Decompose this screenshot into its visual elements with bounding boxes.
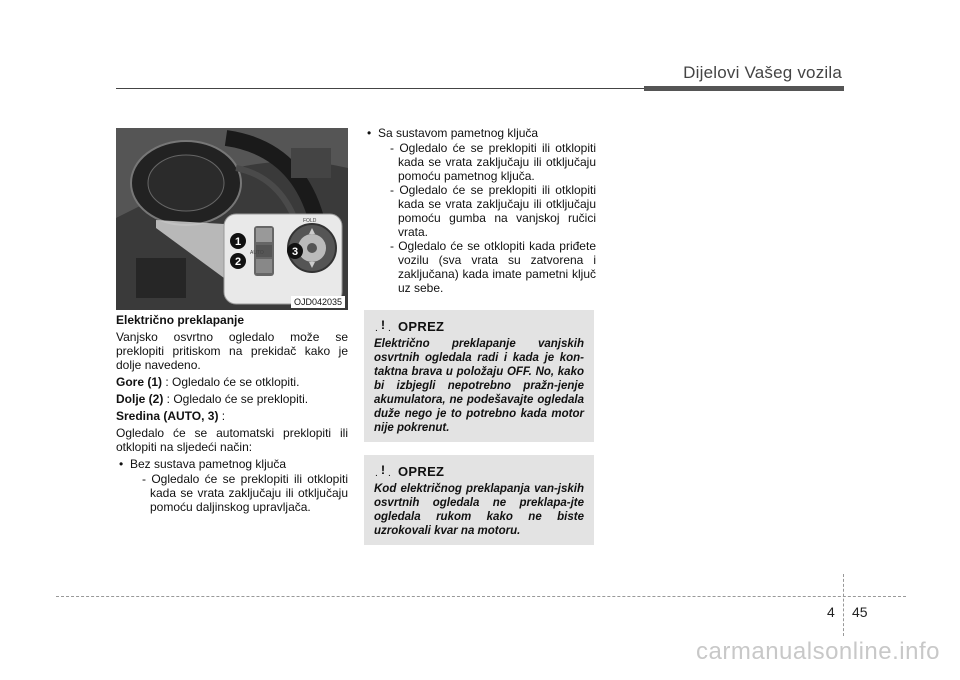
figure-code: OJD042035 <box>291 296 345 308</box>
right-column <box>364 126 596 295</box>
sredina-label: Sredina (AUTO, 3) <box>116 409 219 423</box>
svg-text:.: . <box>388 323 391 334</box>
warning-icon <box>374 318 394 334</box>
bullet-without-smart-key: • Bez sustava pametnog ključa <box>116 457 348 471</box>
bullet2-sub2: - Ogledalo će se preklopiti ili otklopiti kada se vrata zaključaju ili otključaju pomoću gumba na vanjskoj ručici vrata. <box>390 183 596 239</box>
bullet1-sub1: - Ogledalo će se preklopiti ili otklopiti kada se vrata zaključaju ili otključaju pomoću daljinskog upravljača. <box>142 472 348 514</box>
dashboard-illustration <box>116 128 348 310</box>
caution-header-2 <box>374 463 584 479</box>
auto-switch-label: AUTO <box>250 250 264 256</box>
footer-divider <box>843 574 844 636</box>
callout-2: 2 <box>234 256 242 268</box>
sredina-text: : <box>218 409 226 423</box>
bullet-with-smart-key: • Sa sustavom pametnog ključa <box>364 126 596 140</box>
bullet2-sub3: - Ogledalo će se otklopiti kada priđete vozilu (sva vrata su zatvorena i zaključana) kada imate pametni ključ uz sebe. <box>390 239 596 295</box>
gore-text: : Ogledalo će se otklopiti. <box>162 375 300 389</box>
svg-text:.: . <box>375 323 378 334</box>
intro-paragraph: Vanjsko osvrtno ogledalo može se preklopiti pritiskom na prekidač kako je dolje navedeno. <box>116 330 348 372</box>
page-number: 45 <box>852 604 868 620</box>
mirror-switch-photo <box>116 128 348 310</box>
watermark: carmanualsonline.info <box>696 638 940 665</box>
footer-rule <box>56 596 906 597</box>
callout-1: 1 <box>234 236 242 248</box>
caution-box-2 <box>364 455 594 545</box>
header-rule <box>116 88 644 89</box>
sredina-line <box>116 409 348 423</box>
left-column <box>116 313 348 514</box>
svg-text:.: . <box>375 468 378 479</box>
caution-text-1: Električno preklapanje vanjskih osvrtnih ogledala radi i kada je kon-taktna brava u položaju OFF. No, kako bi izbjegli nepotrebno pražn-jenje akumulatora, ne podešavajte ogledala duže nego je to potrebno kada motor nije pokrenut. <box>374 338 584 434</box>
svg-text:!: ! <box>381 463 385 477</box>
dolje-line <box>116 392 348 406</box>
section-heading: Električno preklapanje <box>116 313 245 327</box>
svg-text:.: . <box>388 468 391 479</box>
chapter-number: 4 <box>827 604 835 620</box>
header-accent-bar <box>644 86 844 91</box>
gore-line <box>116 375 348 389</box>
page-header-title: Dijelovi Vašeg vozila <box>683 63 842 82</box>
caution-header-1 <box>374 318 584 334</box>
dolje-label: Dolje (2) <box>116 392 164 406</box>
dolje-text: : Ogledalo će se preklopiti. <box>163 392 309 406</box>
callout-3: 3 <box>291 246 299 258</box>
auto-intro: Ogledalo će se automatski preklopiti ili otklopiti na sljedeći način: <box>116 426 348 454</box>
svg-text:!: ! <box>381 318 385 332</box>
fold-switch-label: FOLD <box>303 218 317 224</box>
caution-text-2: Kod električnog preklapanja van-jskih osvrtnih ogledala ne preklapa-jte ogledala rukom kako ne biste uzrokovali kvar na motoru. <box>374 483 584 537</box>
caution-box-1 <box>364 310 594 442</box>
caution-title-1: OPREZ <box>398 318 445 334</box>
caution-title-2: OPREZ <box>398 463 445 479</box>
bullet2-sub1: - Ogledalo će se preklopiti ili otklopiti kada se vrata zaključaju ili otključaju pomoću pametnog ključa. <box>390 141 596 183</box>
gore-label: Gore (1) <box>116 375 163 389</box>
warning-icon <box>374 463 394 479</box>
